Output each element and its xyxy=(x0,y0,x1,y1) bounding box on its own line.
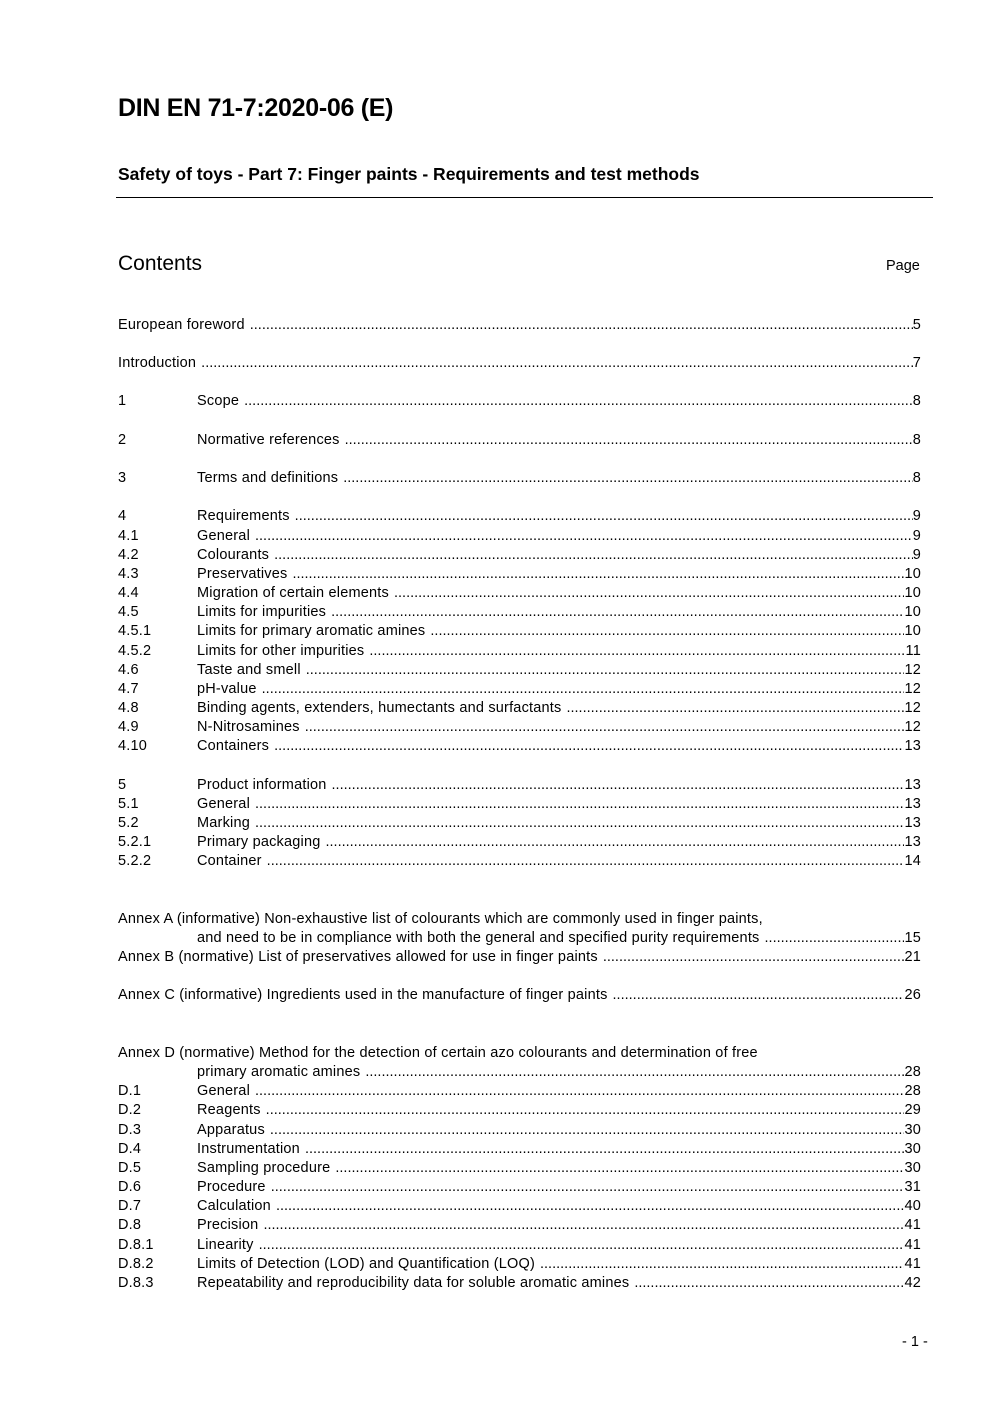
toc-entry-number: 4 xyxy=(118,508,127,524)
toc-entry[interactable] xyxy=(118,622,921,641)
toc-leader-dots xyxy=(274,737,904,756)
toc-entry-title: Primary packaging xyxy=(197,834,321,850)
toc-leader-dots xyxy=(566,699,904,718)
toc-entry[interactable] xyxy=(118,1274,921,1293)
toc-entry-title: Requirements xyxy=(197,508,290,524)
toc-leader-dots xyxy=(270,1121,905,1140)
toc-entry-number: D.3 xyxy=(118,1122,142,1138)
toc-entry[interactable] xyxy=(118,1082,921,1101)
toc-entry-number: 2 xyxy=(118,432,127,448)
toc-entry[interactable] xyxy=(118,642,921,661)
toc-entry[interactable] xyxy=(118,795,921,814)
toc-entry[interactable] xyxy=(118,1255,921,1274)
toc-leader-dots xyxy=(276,1197,905,1216)
toc-leader-dots xyxy=(345,431,913,450)
page-column-label: Page xyxy=(886,258,920,274)
toc-entry-number: D.2 xyxy=(118,1102,142,1118)
toc-leader-dots xyxy=(244,392,913,411)
toc-leader-dots xyxy=(540,1255,904,1274)
toc-entry-page: 13 xyxy=(904,796,921,812)
toc-leader-dots xyxy=(325,833,904,852)
toc-entry-number: D.8.3 xyxy=(118,1275,154,1291)
toc-entry-number: D.6 xyxy=(118,1179,142,1195)
toc-leader-dots xyxy=(305,718,905,737)
toc-entry-page: 12 xyxy=(904,662,921,678)
toc-entry[interactable] xyxy=(118,1197,921,1216)
toc-entry-title: Limits for impurities xyxy=(197,604,327,620)
toc-entry-title: Marking xyxy=(197,815,250,831)
toc-entry-number: 5.1 xyxy=(118,796,139,812)
toc-entry-title: Instrumentation xyxy=(197,1141,300,1157)
toc-entry-page: 10 xyxy=(904,604,921,620)
toc-entry-title: Preservatives xyxy=(197,566,288,582)
toc-entry[interactable] xyxy=(118,584,921,603)
toc-leader-dots xyxy=(255,527,913,546)
toc-leader-dots xyxy=(271,1178,905,1197)
toc-entry[interactable] xyxy=(118,546,921,565)
toc-leader-dots xyxy=(295,507,913,526)
toc-entry-title: Normative references xyxy=(197,432,340,448)
toc-leader-dots xyxy=(250,316,913,335)
toc-entry-number: D.4 xyxy=(118,1141,142,1157)
toc-entry-heading-line: Annex A (informative) Non-exhaustive list of colourants which are commonly used in finger paints, xyxy=(118,911,763,927)
toc-entry-number: D.8.2 xyxy=(118,1256,154,1272)
toc-leader-dots xyxy=(365,1063,904,1082)
toc-entry[interactable] xyxy=(118,431,921,450)
toc-entry[interactable] xyxy=(118,527,921,546)
toc-entry-title: Introduction xyxy=(118,355,197,371)
toc-entry[interactable] xyxy=(118,986,921,1005)
toc-entry-title: Scope xyxy=(197,393,240,409)
toc-entry-heading-line: Annex D (normative) Method for the detection of certain azo colourants and determination of free xyxy=(118,1045,758,1061)
toc-leader-dots xyxy=(332,776,905,795)
toc-entry-number: 5.2.2 xyxy=(118,853,152,869)
toc-entry-title: General xyxy=(197,528,250,544)
toc-entry-page: 9 xyxy=(912,547,921,563)
toc-leader-dots xyxy=(263,1216,904,1235)
toc-entry-page: 14 xyxy=(904,853,921,869)
toc-leader-dots xyxy=(613,986,905,1005)
toc-entry[interactable] xyxy=(118,603,921,622)
toc-entry-title: Limits for primary aromatic amines xyxy=(197,623,426,639)
toc-leader-dots xyxy=(292,565,904,584)
document-id: DIN EN 71-7:2020-06 (E) xyxy=(118,94,394,122)
toc-leader-dots xyxy=(201,354,913,373)
toc-entry-page: 28 xyxy=(904,1083,921,1099)
toc-entry-number: D.1 xyxy=(118,1083,142,1099)
toc-leader-dots xyxy=(266,1101,905,1120)
toc-entry[interactable] xyxy=(118,1140,921,1159)
toc-leader-dots xyxy=(255,814,904,833)
toc-leader-dots xyxy=(634,1274,904,1293)
toc-entry-number: D.5 xyxy=(118,1160,142,1176)
toc-entry-page: 30 xyxy=(904,1122,921,1138)
toc-entry-number: 4.5.1 xyxy=(118,623,152,639)
toc-entry-page: 10 xyxy=(904,623,921,639)
toc-leader-dots xyxy=(262,680,905,699)
toc-entry-title: Sampling procedure xyxy=(197,1160,331,1176)
toc-entry-title: Procedure xyxy=(197,1179,266,1195)
toc-entry[interactable] xyxy=(118,1159,921,1178)
toc-entry[interactable] xyxy=(118,910,921,948)
toc-leader-dots xyxy=(369,642,905,661)
header-divider xyxy=(116,197,933,198)
toc-entry-page: 12 xyxy=(904,681,921,697)
toc-entry-title: Colourants xyxy=(197,547,270,563)
toc-entry-number: 1 xyxy=(118,393,127,409)
toc-entry[interactable] xyxy=(118,814,921,833)
toc-entry-page: 8 xyxy=(912,432,921,448)
toc-entry-title: General xyxy=(197,1083,250,1099)
toc-entry-title: and need to be in compliance with both the general and specified purity requirements xyxy=(197,930,760,946)
toc-entry-title: Annex B (normative) List of preservatives allowed for use in finger paints xyxy=(118,949,598,965)
toc-entry-page: 15 xyxy=(904,930,921,946)
toc-entry[interactable] xyxy=(118,1216,921,1235)
toc-entry-title: Binding agents, extenders, humectants and surfactants xyxy=(197,700,562,716)
toc-leader-dots xyxy=(765,929,905,948)
toc-entry-title: N-Nitrosamines xyxy=(197,719,300,735)
toc-entry-title: Taste and smell xyxy=(197,662,301,678)
toc-entry-page: 9 xyxy=(912,508,921,524)
toc-leader-dots xyxy=(603,948,905,967)
toc-entry[interactable] xyxy=(118,392,921,411)
toc-entry-page: 40 xyxy=(904,1198,921,1214)
toc-entry-title: Precision xyxy=(197,1217,259,1233)
toc-entry[interactable] xyxy=(118,776,921,795)
toc-entry-page: 28 xyxy=(904,1064,921,1080)
toc-leader-dots xyxy=(259,1236,905,1255)
toc-entry-page: 31 xyxy=(904,1179,921,1195)
toc-entry-page: 13 xyxy=(904,815,921,831)
toc-entry-title: Limits for other impurities xyxy=(197,643,365,659)
page-number: - 1 - xyxy=(902,1334,928,1350)
toc-entry-title: General xyxy=(197,796,250,812)
toc-leader-dots xyxy=(267,852,905,871)
toc-entry[interactable] xyxy=(118,1236,921,1255)
toc-entry-title: Containers xyxy=(197,738,270,754)
toc-entry-page: 10 xyxy=(904,566,921,582)
toc-entry-title: Reagents xyxy=(197,1102,261,1118)
toc-entry-number: 4.5.2 xyxy=(118,643,152,659)
toc-entry-page: 12 xyxy=(904,719,921,735)
toc-leader-dots xyxy=(331,603,904,622)
toc-entry[interactable] xyxy=(118,1044,921,1082)
toc-entry[interactable] xyxy=(118,661,921,680)
toc-entry-title: pH-value xyxy=(197,681,257,697)
toc-entry-page: 30 xyxy=(904,1160,921,1176)
toc-entry-number: D.8.1 xyxy=(118,1237,154,1253)
toc-entry-number: 4.9 xyxy=(118,719,139,735)
document-subtitle: Safety of toys - Part 7: Finger paints - Requirements and test methods xyxy=(118,164,700,184)
toc-entry-page: 41 xyxy=(904,1217,921,1233)
toc-entry-number: 4.8 xyxy=(118,700,139,716)
toc-entry-page: 42 xyxy=(904,1275,921,1291)
toc-entry-title: European foreword xyxy=(118,317,245,333)
toc-entry[interactable] xyxy=(118,852,921,871)
toc-entry[interactable] xyxy=(118,565,921,584)
toc-entry-title: primary aromatic amines xyxy=(197,1064,361,1080)
toc-entry-number: 4.10 xyxy=(118,738,148,754)
toc-entry[interactable] xyxy=(118,948,921,967)
toc-entry[interactable] xyxy=(118,1101,921,1120)
toc-entry-number: 4.6 xyxy=(118,662,139,678)
toc-entry-page: 10 xyxy=(904,585,921,601)
toc-entry[interactable] xyxy=(118,718,921,737)
toc-entry-number: 4.2 xyxy=(118,547,139,563)
toc-entry-title: Calculation xyxy=(197,1198,271,1214)
toc-entry-title: Container xyxy=(197,853,262,869)
toc-entry-title: Repeatability and reproducibility data for soluble aromatic amines xyxy=(197,1275,630,1291)
toc-entry[interactable] xyxy=(118,354,921,373)
toc-leader-dots xyxy=(274,546,913,565)
toc-entry-page: 29 xyxy=(904,1102,921,1118)
contents-heading: Contents xyxy=(118,252,203,275)
toc-entry-number: 4.1 xyxy=(118,528,139,544)
toc-leader-dots xyxy=(343,469,913,488)
toc-entry-page: 12 xyxy=(904,700,921,716)
toc-entry[interactable] xyxy=(118,1121,921,1140)
toc-leader-dots xyxy=(394,584,904,603)
toc-entry-number: D.8 xyxy=(118,1217,142,1233)
toc-entry[interactable] xyxy=(118,680,921,699)
toc-entry-page: 8 xyxy=(912,470,921,486)
toc-entry-number: 4.3 xyxy=(118,566,139,582)
toc-entry[interactable] xyxy=(118,316,921,335)
toc-leader-dots xyxy=(255,795,904,814)
toc-entry-number: 4.5 xyxy=(118,604,139,620)
toc-entry-page: 7 xyxy=(912,355,921,371)
toc-entry-page: 5 xyxy=(912,317,921,333)
toc-entry[interactable] xyxy=(118,699,921,718)
toc-leader-dots xyxy=(430,622,904,641)
toc-entry[interactable] xyxy=(118,469,921,488)
toc-entry-page: 8 xyxy=(912,393,921,409)
toc-entry[interactable] xyxy=(118,833,921,852)
toc-entry-page: 11 xyxy=(905,643,921,659)
toc-entry-page: 26 xyxy=(904,987,921,1003)
toc-leader-dots xyxy=(306,661,905,680)
toc-entry-title: Annex C (informative) Ingredients used in the manufacture of finger paints xyxy=(118,987,608,1003)
toc-entry[interactable] xyxy=(118,737,921,756)
toc-entry-number: D.7 xyxy=(118,1198,142,1214)
toc-leader-dots xyxy=(305,1140,905,1159)
toc-entry-title: Apparatus xyxy=(197,1122,265,1138)
toc-entry-number: 4.7 xyxy=(118,681,139,697)
toc-entry-page: 13 xyxy=(904,834,921,850)
toc-entry-page: 9 xyxy=(912,528,921,544)
toc-entry[interactable] xyxy=(118,507,921,526)
toc-entry-title: Linearity xyxy=(197,1237,254,1253)
toc-entry-number: 4.4 xyxy=(118,585,139,601)
toc-entry-number: 5.2.1 xyxy=(118,834,152,850)
toc-leader-dots xyxy=(255,1082,904,1101)
toc-entry-title: Terms and definitions xyxy=(197,470,339,486)
toc-entry-page: 30 xyxy=(904,1141,921,1157)
toc-entry-page: 13 xyxy=(904,777,921,793)
toc-entry-page: 13 xyxy=(904,738,921,754)
toc-entry-title: Product information xyxy=(197,777,327,793)
toc-entry-page: 41 xyxy=(904,1237,921,1253)
toc-entry-page: 21 xyxy=(904,949,921,965)
toc-entry-number: 5 xyxy=(118,777,127,793)
toc-entry-title: Migration of certain elements xyxy=(197,585,389,601)
toc-leader-dots xyxy=(335,1159,904,1178)
toc-entry-number: 3 xyxy=(118,470,127,486)
toc-entry-title: Limits of Detection (LOD) and Quantification (LOQ) xyxy=(197,1256,535,1272)
toc-entry[interactable] xyxy=(118,1178,921,1197)
toc-entry-page: 41 xyxy=(904,1256,921,1272)
toc-entry-number: 5.2 xyxy=(118,815,139,831)
